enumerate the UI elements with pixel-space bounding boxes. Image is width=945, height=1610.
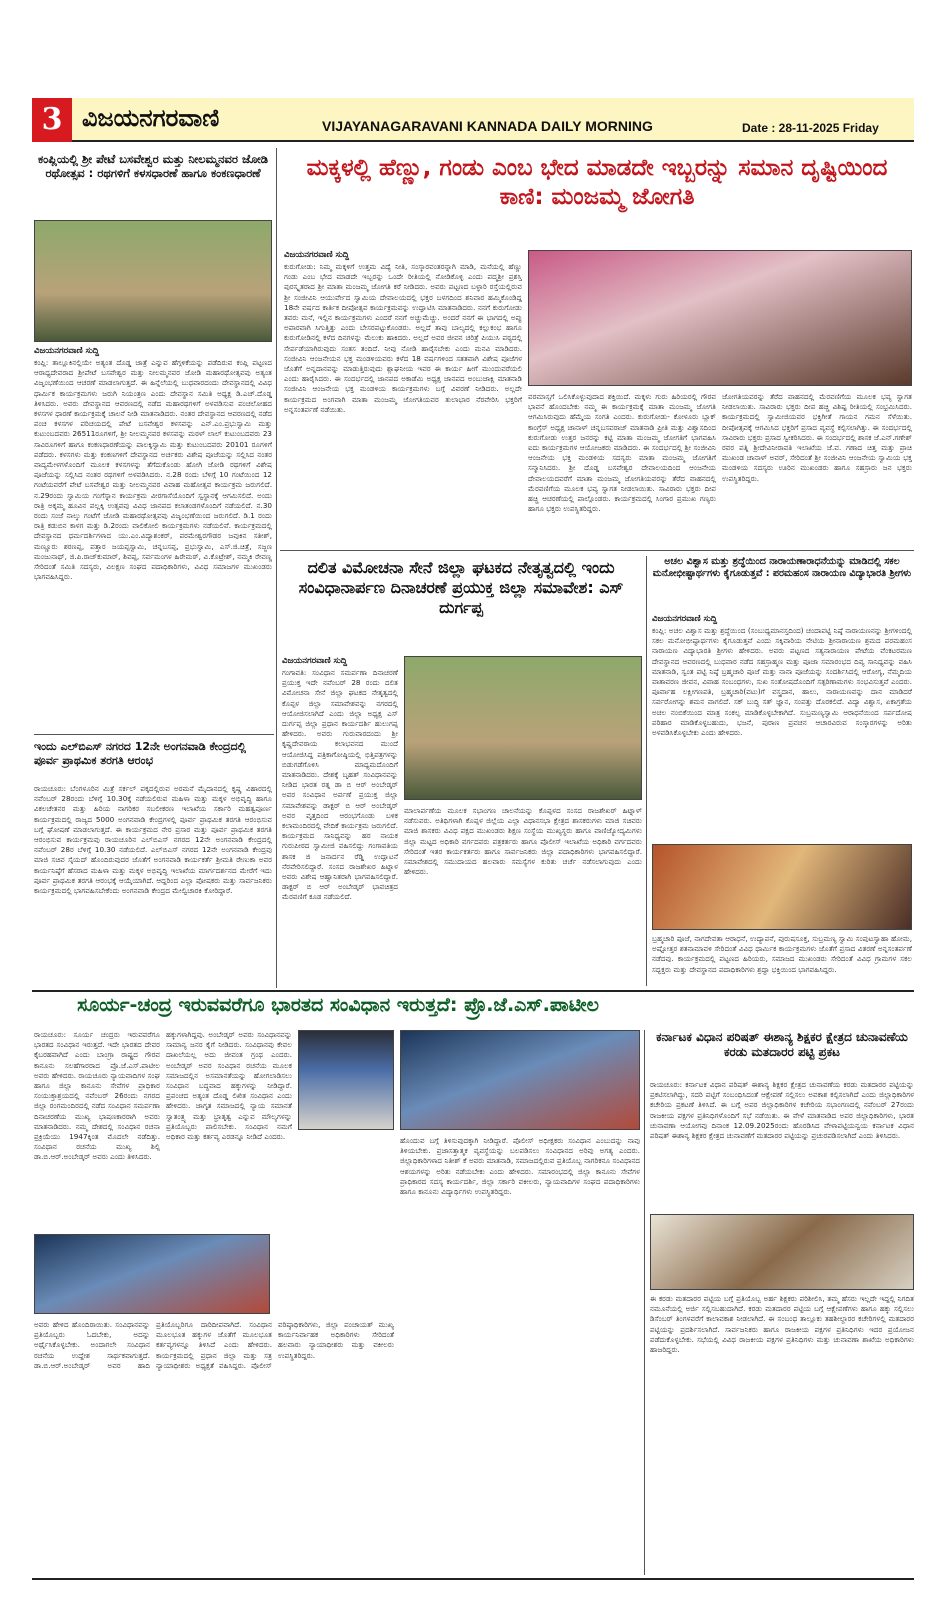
article-body: ಜೋಗತಿಯವರನ್ನು ತೆರೆದ ವಾಹನದಲ್ಲಿ ಮೆರವಣಿಗೆಯ ಮೂಲಕ ಭವ್ಯ ಸ್ವಾಗತ ನೀಡಲಾಯಿತು. ಸಾವಿರಾರು ಭಕ್ತರು ದೀಪ ಹಚ್ಚಿ ವಿಶಿಷ್ಟ ರೀತಿಯಲ್ಲಿ ಸಂಭ್ರಮಿಸಿದರು. ಕಾರ್ಯಕ್ರಮದಲ್ಲಿ ಸ್ವಾಮೀಜಿಯವರ ಭಕ್ತಿಗೀತೆ ಗಾಯನ ಗಮನ ಸೆಳೆಯಿತು. ದೀಪೋತ್ಸವಕ್ಕೆ ಆಗಮಿಸಿದ ಭಕ್ತರಿಗೆ ಪ್ರಸಾದ ವ್ಯವಸ್ಥೆ ಕಲ್ಪಿಸಲಾಗಿತ್ತು. ಈ ಸಂದರ್ಭದಲ್ಲಿ ಸಾವಿರಾರು ಭಕ್ತರು ಪ್ರಸಾದ ಸ್ವೀಕರಿಸಿದರು. ಈ ಸಂದರ್ಭದಲ್ಲಿ ಶಾಸಕ ಜೆ.ಎನ್.ಗಣೇಶ್ ರವರ ಪತ್ನಿ ಶ್ರೀದೇವಿನೀರಾವತಿ ಇಲಾಖೆಯ ಜೆ.ವ. ಗಣಾದ ಚಿತ್ತ ಮತ್ತು ಪ್ರಾಚಿ ಮುಖಂಡ ಚಾನಾಳ್ ಅವರ್, ಸೇರಿದಂತೆ ಶ್ರೀ ಸಂಜೀವಿನಿ ಆಂಜನೇಯ ಸ್ವಾಮಿಯ ಭಕ್ತ ಮಂಡಳಿಯ ಸದಸ್ಯರು ಊರಿನ ಮುಖಂಡರು ಹಾಗೂ ಸಹಸ್ರಾರು ಜನ ಭಕ್ತರು ಉಪಸ್ಥಿತರಿದ್ದರು. — [722, 392, 912, 483]
article-body: ಕುರುಗೋಡು: ನಿಮ್ಮ ಮಕ್ಕಳಿಗೆ ಉತ್ತಮ ವಿದ್ಯೆ ನೀತಿ, ಸಂಸ್ಕಾರವಂತರನ್ನಾಗಿ ಮಾಡಿ, ಮನೆಯಲ್ಲಿ ಹೆಣ್ಣು ಗಂಡು ಎಂಬ ಭೇದ ಮಾಡದೇ ಇಬ್ಬರನ್ನು ಒಂದೇ ರೀತಿಯಲ್ಲಿ ನೋಡಿಕೊಳ್ಳಿ ಎಂದು ಪದ್ಮಶ್ರೀ ಪ್ರಶಸ್ತಿ ಪುರಸ್ಕೃತರಾದ ಶ್ರೀ ಮಾತಾ ಮಂಜಮ್ಮ ಜೋಗತಿ ಕರೆ ನೀಡಿದರು. ಅವರು ಪಟ್ಟಣದ ಬಳ್ಳಾರಿ ರಸ್ತೆಯಲ್ಲಿರುವ ಶ್ರೀ ಸಂಜೀವಿನಿ ಆಯುರ್ವೇದ ಸ್ವಾಮಿಯ ದೇವಾಲಯದಲ್ಲಿ ಭಕ್ತರ ಬಳಗದಿಂದ ಶನಿವಾರ ಹಮ್ಮಿಕೊಂಡಿದ್ದ 18ನೇ ವರ್ಷದ ಕಾರ್ತಿಕ ದೀಪೋತ್ಸವ ಕಾರ್ಯಕ್ರಮವನ್ನು ಉದ್ಘಾಟಿಸಿ ಮಾತನಾಡಿದರು. ನನಗೆ ಕುರುಗೋಡು ತವರು ಮನೆ, ಇಲ್ಲಿನ ಕಾರ್ಯಕ್ರಮಗಳು ಎಂದರೆ ನನಗೆ ಅಚ್ಚುಮೆಚ್ಚು. ಅಂದರೆ ನನಗೆ ಈ ಭಾಗದಲ್ಲಿ ಅಪ್ಪು ಅಪಾರವಾಗಿ ಸಿಗುತ್ತಿತ್ತು ಎಂದು ಬೇಸರಪಟ್ಟುಕೊಂಡರು. ಅಲ್ಲದೆ ತಾವು ಬಾಲ್ಯದಲ್ಲಿ ಕಲ್ಲುಕಂಭ ಹಾಗೂ ಕುರುಗೋಡಿನಲ್ಲಿ ಕಳೆದ ದಿನಗಳನ್ನು ಮೆಲುಕು ಹಾಕಿದರು. ಅಲ್ಲದೆ ಅವರ ಜೀವನ ಚರಿತ್ರೆ ಪಿಯುಸಿ ಪಠ್ಯದಲ್ಲಿ ಸೇರ್ಪಡೆಯಾಗಿರುವುದು ಸಂತಸ ತಂದಿದೆ. ನೀವು ನೋಡಿ ಹಾರೈಸಬೇಕು ಎಂದು ಮನವಿ ಮಾಡಿದರು. ಸಂಜೀವಿನಿ ಆಂಜನೇಯನ ಭಕ್ತ ಮಂಡಳಿಯವರು ಕಳೆದ 18 ವರ್ಷಗಳಿಂದ ಸತತವಾಗಿ ವಿಶೇಷ ಪೂಜೆಗಳ ಜೊತೆಗೆ ಅನ್ನದಾನವನ್ನು ಮಾಡುತ್ತಿರುವುದು ಶ್ಲಾಘನೀಯ ಇವರ ಈ ಕಾರ್ಯ ಹೀಗೆ ಮುಂದುವರೆಯಲಿ ಎಂದು ಹಾರೈಸಿದರು. ಈ ಸಂದರ್ಭದಲ್ಲಿ ಜಾನಪದ ಅಕಾಡೆಮಿ ಅಧ್ಯಕ್ಷ ಜಾನಪದ ಅಂಬುಜಾಕ್ಷಿ ಮಾತನಾಡಿ ಸಂಜೀವಿನಿ ಆಂಜನೇಯ ಭಕ್ತ ಮಂಡಳಿಯ ಕಾರ್ಯಕ್ರಮಗಳು ಬಗ್ಗೆ ವಿವರಣೆ ನೀಡಿದರು. ಅಲ್ಲದೇ ಕಾರ್ಯಕ್ರಮದ ಅಂಗವಾಗಿ ಮಾತಾ ಮಂಜಮ್ಮ ಜೋಗತಿಯವರ ತುಲಾಭಾರ ನೆರವೇರಿಸಿ ಭಕ್ತರಿಗೆ ಅನ್ನಸಂತರ್ಪಣೆ ನಡೆಯಿತು. — [284, 262, 522, 414]
headline: ದಲಿತ ವಿಮೋಚನಾ ಸೇನೆ ಜಿಲ್ಲಾ ಘಟಕದ ನೇತೃತ್ವದಲ್ಲಿ ಇಂದು ಸಂವಿಧಾನಾರ್ಪಣ ದಿನಾಚರಣೆ ಪ್ರಯುಕ್ತ ಜಿಲ್ಲಾ ಸಮಾವೇಶ: ಎಸ್ ದುರ್ಗಪ್ಪ — [298, 558, 624, 617]
headline: ಅಚಲ ವಿಶ್ವಾಸ ಮತ್ತು ಶ್ರದ್ಧೆಯಿಂದ ನಾರಾಯಣಾರಾಧನೆಯನ್ನು ಮಾಡಿದಲ್ಲಿ ಸಕಲ ಮನೋಭೀಷ್ಟಾರ್ಥಗಳು ಕೈಗೂಡುತ್ತವೆ : ಪರಮಹಂಸ ನಾರಾಯಣ ವಿದ್ಯಾಭಾರತಿ ಶ್ರೀಗಳು — [652, 556, 912, 579]
page-number: 3 — [32, 98, 72, 142]
article-divider — [280, 550, 914, 551]
article-body: ರಾಯಚೂರು: ಕರ್ನಾಟಕ ವಿಧಾನ ಪರಿಷತ್ ಈಶಾನ್ಯ ಶಿಕ್ಷಕರ ಕ್ಷೇತ್ರದ ಚುನಾವಣೆಯ ಕರಡು ಮತದಾರರ ಪಟ್ಟಿಯನ್ನು ಪ್ರಕಟಿಸಲಾಗಿದ್ದು, ಸದರಿ ಪಟ್ಟಿಗೆ ಸಂಬಂಧಿಸಿದಂತೆ ಆಕ್ಷೇಪಣೆ ಸಲ್ಲಿಸಲು ಅವಕಾಶ ಕಲ್ಪಿಸಲಾಗಿದೆ ಎಂದು ಜಿಲ್ಲಾಧಿಕಾರಿಗಳ ಕಚೇರಿಯ ಪ್ರಕಟಣೆ ತಿಳಿಸಿದೆ. ಈ ಬಗ್ಗೆ ಅಪರ ಜಿಲ್ಲಾಧಿಕಾರಿಗಳ ಕಚೇರಿಯ ಸಭಾಂಗಣದಲ್ಲಿ ನವೆಂಬರ್ 27ರಂದು ರಾಜಕೀಯ ಪಕ್ಷಗಳ ಪ್ರತಿನಿಧಿಗಳೊಂದಿಗೆ ಸಭೆ ನಡೆಯಿತು. ಈ ವೇಳೆ ಮಾತನಾಡಿದ ಅಪರ ಜಿಲ್ಲಾಧಿಕಾರಿಗಳು, ಭಾರತ ಚುನಾವಣಾ ಆಯೋಗವು ದಿನಾಂಕ 12.09.2025ರಂದು ಹೊರಡಿಸಿದ ವೇಳಾಪಟ್ಟಿಯನ್ವಯ ಕರ್ನಾಟಕ ವಿಧಾನ ಪರಿಷತ್ ಈಶಾನ್ಯ ಶಿಕ್ಷಕರ ಕ್ಷೇತ್ರದ ಚುನಾವಣೆಗೆ ಮತದಾರರ ಪಟ್ಟಿಯನ್ನು ಪ್ರಚುರಪಡಿಸಲಾಗಿದೆ ಎಂದು ತಿಳಿಸಿದರು. — [650, 1080, 914, 1141]
headline: ಕರ್ನಾಟಕ ವಿಧಾನ ಪರಿಷತ್ ಈಶಾನ್ಯ ಶಿಕ್ಷಕರ ಕ್ಷೇತ್ರದ ಚುನಾವಣೆಯ ಕರಡು ಮತದಾರರ ಪಟ್ಟಿ ಪ್ರಕಟ — [656, 1030, 908, 1059]
masthead-title-english: VIJAYANAGARAVANI KANNADA DAILY MORNING — [322, 118, 653, 134]
column-rule — [646, 556, 647, 986]
byline: ವಿಜಯನಗರವಾಣಿ ಸುದ್ದಿ — [652, 614, 718, 624]
masthead-title-kannada: ವಿಜಯನಗರವಾಣಿ — [82, 104, 220, 132]
news-photo — [528, 250, 912, 386]
article-body: ಕಂಪ್ಲಿ: ಅಚಲ ವಿಶ್ವಾಸ ಮತ್ತು ಶ್ರದ್ಧೆಯಿಂದ (ಸಂಬುಧ್ಯಮಾನಸ್ತದಿಂದ) ಚಂದಾಪಟ್ಟಿ ನಿಷ್ಠೆ ನಾರಾಯಣನನ್ನು ಶ್ರೀಗಳಿಂದಲ್ಲಿ ಸಕಲ ಮನೋಭೀಷ್ಟಾರ್ಥಗಳು ಕೈಗೂಡುತ್ತವೆ ಎಂದು ಸಕ್ಕಿವಾರಿಯ ನೇಟಿಯ ಶ್ರೀನಾರಾಯಣ ಶ್ರಮದ ಪರಮಹಂಸ ನಾರಾಯಣ ವಿದ್ಯಾಭಾರತಿ ಶ್ರೀಗಳು ಹೇಳಿದರು. ಅವರು ಪಟ್ಟಣದ ಸತ್ಯನಾರಾಯಣ ಪೇಟೆಯ ವೆಂಕಟರಮಣ ದೇವಸ್ಥಾನದ ಆವರಣದಲ್ಲಿ ಬುಧವಾರ ನಡೆದ ಸಹಸ್ರಾಹ್ಮಣ ಮತ್ತು ಪೂಜಾ ಸಮಾರಂಭದ ದಿವ್ಯ ಸಾನಿಧ್ಯವನ್ನು ವಹಿಸಿ ಮಾತನಾಡಿ, ಸ್ವಂತ ಪಟ್ಟಿ ನಿಷ್ಠೆ ಬ್ರಹ್ಮಚಾರಿ ಪೂಜೆ ಮತ್ತು ನಾನಾ ಪೂಜೆಯನ್ನು ಸಂದರ್ಶಿಸಿದಲ್ಲಿ ಆರೋಗ್ಯ, ನೆಮ್ಮದಿಯ ವಾತಾವರಣ ಜೀವನ, ವಿವಾಹ ಸಂಬಂಧಗಳು, ಸುಖ ಸಂತೋಷದೊಂದಿಗೆ ಸತ್ಪರಿಣಾಮಗಳು ಸಂಭವಿಸುತ್ತವೆ ಎಂದರು. ಪೂರ್ವಾಹ ಲಕ್ಷೀಗಣಪತಿ, ಬ್ರಹ್ಮಚಾರಿ(ವಟು)ಗೆ ವಸ್ತ್ರದಾನ, ಹಾಲು, ನಾರಾಯಣವನ್ನು ದಾನ ಮಾಡಿದರೆ ಸರ್ವರೋಗನ್ನು ಶಮನ ವಾಗಲಿದೆ. ಸಕ್ ಬುದ್ಧಿ ಸತ್ ಜ್ಞಾನ, ಸಂಪತ್ತು ದೊರಕಲಿದೆ. ವಿದ್ಯಾ ವಿಶ್ವಾಸ, ಏಕಾಗ್ರತೆಯ ಅಚಲ ನಂಬಿಕೆಯಿಂದ ಮಾತ್ರ ಸಂಕಲ್ಪ ಮಾಡಿಕೊಳ್ಳಬೇಕಾಗಿದೆ. ಸುಬ್ರಮಣ್ಯಸ್ವಾಮಿ ಆರಾಧನೆಯಿಂದ ಸರ್ಪದೋಷ ಪರಿಹಾರ ಮಾಡಿಕೊಳ್ಳಬಹುದು, ಭಜನೆ, ಪುರಾಣ ಪ್ರವಚನ ಆಚಾರವಿರುವ ಸಂಸ್ಕಾರಗಳನ್ನು ಅರಿತು ಅಳವಡಿಸಿಕೊಳ್ಳಬೇಕು ಎಂದು ಹೇಳಿದರು. — [652, 626, 912, 738]
news-photo — [34, 1234, 270, 1314]
lead-headline: ಮಕ್ಕಳಲ್ಲಿ ಹೆಣ್ಣು, ಗಂಡು ಎಂಬ ಭೇದ ಮಾಡದೇ ಇಬ್ಬರನ್ನು ಸಮಾನ ದೃಷ್ಟಿಯಿಂದ ಕಾಣಿ: ಮಂಜಮ್ಮ ಜೋಗತಿ — [306, 155, 888, 210]
article-body: ರಾಯಚೂರು: ಬೆಂಗಳೂರಿನ ಮಿತ್ರೆ ಸರ್ಕಲ್ ಪಕ್ಕದಲ್ಲಿರುವ ಅರಮನೆ ಮೈದಾನದಲ್ಲಿ ಕೃಷ್ಣ ವಿಹಾರದಲ್ಲಿ ನವೆಂಬರ್ 28ರಂದು ಬೆಳಿಗ್ಗೆ 10.30ಕ್ಕೆ ನಡೆಯಲಿರುವ ಮಹಿಳಾ ಮತ್ತು ಮಕ್ಕಳ ಅಭಿವೃದ್ಧಿ ಹಾಗೂ ವಿಕಲಚೇತನರ ಮತ್ತು ಹಿರಿಯ ನಾಗರಿಕರ ಸಬಲೀಕರಣ ಇಲಾಖೆಯ ಸರ್ಕಾರಿ ಮಹತ್ವಪೂರ್ಣ ಕಾರ್ಯಕ್ರಮದಲ್ಲಿ ರಾಜ್ಯದ 5000 ಅಂಗನವಾಡಿ ಕೇಂದ್ರಗಳಲ್ಲಿ ಪೂರ್ವ ಪ್ರಾಥಮಿಕ ತರಗತಿ ಆರಂಭಿಸುವ ಬಗ್ಗೆ ಘೋಷಣೆ ಮಾಡಲಾಗುತ್ತದೆ. ಈ ಕಾರ್ಯಕ್ರಮದ ನೇರ ಪ್ರಸಾರ ಮತ್ತು ಪೂರ್ವ ಪ್ರಾಥಮಿಕ ತರಗತಿ ಆರಂಭಿಸುವ ಕಾರ್ಯಕ್ರಮವು ರಾಯಚೂರಿನ ಎಲ್‌ಬಿಎಸ್ ನಗರದ 12ನೇ ಅಂಗನವಾಡಿ ಕೇಂದ್ರದಲ್ಲಿ ನವೆಂಬರ್ 28ರ ಬೆಳಿಗ್ಗೆ 10.30 ನಡೆಯಲಿದೆ. ಎಲ್‌ಬಿಎಸ್ ನಗರದ 12ನೇ ಅಂಗನವಾಡಿ ಕೇಂದ್ರವು ಮಾಜಿ ಸಚಿವ ಸೈಯದ್ ಹೊಂದಿರುವುದರ ಜೊತೆಗೆ ಅಂಗನವಾಡಿ ಕಾರ್ಯಕರ್ತೆ ಶ್ರೀಮತಿ ರೇಣುಕಾ ಅವರ ಕಾರ್ಯನಿಷ್ಠೆಗೆ ಹೆಸರಾದ ಮಹಿಳಾ ಮತ್ತು ಮಕ್ಕಳ ಅಭಿವೃದ್ಧಿ ಇಲಾಖೆಯ ಮಾರ್ಗದರ್ಶನದ ಮೇರೆಗೆ ಇದು ಪೂರ್ವ ಪ್ರಾಥಮಿಕ ತರಗತಿ ಆರಂಭಕ್ಕೆ ಆಯ್ಕೆಯಾಗಿದೆ. ಆದ್ದರಿಂದ ಎಲ್ಲಾ ಪೋಷಕರು ಮತ್ತು ಸಾರ್ವಜನಿಕರು ಕಾರ್ಯಕ್ರಮದಲ್ಲಿ ಭಾಗವಹಿಸಬೇಕೆಂದು ಅಂಗನವಾಡಿ ಕೇಂದ್ರದ ಮೇಲ್ವಿಚಾರಕಿ ಕೋರಿದ್ದಾರೆ. — [34, 784, 272, 896]
column-rule — [644, 1030, 645, 1575]
article-body: ಬ್ರಹ್ಮಚಾರಿ ಪೂಜೆ, ನಾಗದೇವತಾ ಆರಾಧನೆ, ಉದ್ಯಾಪನೆ, ಪುರುಷಸೂಕ್ತ, ಸುಬ್ರಮಣ್ಯ ಸ್ವಾಮಿ ಸಂಪುಟಸ್ವಾಹಾ ಹೋಮ, ಅಷ್ಟೋತ್ತರ ಶತನಾಮಾವಳಿ ಸೇರಿದಂತೆ ವಿವಿಧ ಧಾರ್ಮಿಕ ಕಾರ್ಯಕ್ರಮಗಳು ಜೊತೆಗೆ ಪ್ರಸಾದ ವಿತರಣೆ ಅನ್ನಸಂತರ್ಪಣೆ ನಡೆದವು. ಕಾರ್ಯಕ್ರಮದಲ್ಲಿ ಪಟ್ಟಣದ ಹಿರಿಯರು, ಸಮಾಜದ ಮುಖಂಡರು ಸೇರಿದಂತೆ ವಿವಿಧ ಗ್ರಾಮಗಳ ಸಕಲ ಸದ್ಭಕ್ತರು ಮತ್ತು ದೇವಸ್ಥಾನದ ಪದಾಧಿಕಾರಿಗಳು ಶ್ರದ್ಧಾ ಭಕ್ತಿಯಿಂದ ಭಾಗವಹಿಸಿದ್ದರು. — [652, 934, 912, 974]
section-rule — [32, 990, 914, 992]
article-body: ಈ ಕರಡು ಮತದಾರರ ಪಟ್ಟಿಯ ಬಗ್ಗೆ ಪ್ರತಿಯೊಬ್ಬ ಅರ್ಹ ಶಿಕ್ಷಕರು ಪರಿಶೀಲಿಸಿ, ತಮ್ಮ ಹೆಸರು ಇಲ್ಲದೇ ಇದ್ದಲ್ಲಿ ನಿಗದಿತ ನಮೂನೆಯಲ್ಲಿ ಅರ್ಜಿ ಸಲ್ಲಿಸಬಹುದಾಗಿದೆ. ಕರಡು ಮತದಾರರ ಪಟ್ಟಿಯ ಬಗ್ಗೆ ಆಕ್ಷೇಪಣೆಗಳು ಹಾಗೂ ಹಕ್ಕು ಸಲ್ಲಿಸಲು ಡಿಸೆಂಬರ್ ತಿಂಗಳವರೆಗೆ ಕಾಲಾವಕಾಶ ನೀಡಲಾಗಿದೆ. ಈ ಸಂಬಂಧ ತಾಲ್ಲೂಕು ತಹಶೀಲ್ದಾರರ ಕಚೇರಿಗಳಲ್ಲಿ ಮತದಾರರ ಪಟ್ಟಿಯನ್ನು ಪ್ರದರ್ಶಿಸಲಾಗಿದೆ. ಸಾರ್ವಜನಿಕರು ಹಾಗೂ ರಾಜಕೀಯ ಪಕ್ಷಗಳ ಪ್ರತಿನಿಧಿಗಳು ಇದರ ಪ್ರಯೋಜನ ಪಡೆದುಕೊಳ್ಳಬೇಕು. ಸಭೆಯಲ್ಲಿ ವಿವಿಧ ರಾಜಕೀಯ ಪಕ್ಷಗಳ ಪ್ರತಿನಿಧಿಗಳು ಮತ್ತು ಚುನಾವಣಾ ಶಾಖೆಯ ಅಧಿಕಾರಿಗಳು ಹಾಜರಿದ್ದರು. — [650, 1294, 914, 1355]
headline: ಸೂರ್ಯ-ಚಂದ್ರ ಇರುವವರೆಗೂ ಭಾರತದ ಸಂವಿಧಾನ ಇರುತ್ತದೆ: ಪ್ರೊ.ಜೆ.ಎಸ್.ಪಾಟೀಲ — [77, 994, 599, 1016]
article-body: ಮಾಲಾರ್ಪಣೆಯ ಮೂಲಕ ಸಭಾಂಗಣ ಚಾಲನೆಯನ್ನು ಕೊಪ್ಪಳದ ಸಂಸದ ರಾಜಶೇಖರ್ ಹಿಟ್ನಾಳ್ ನಡೆಸುವರು. ಅತಿಥಿಗಳಾಗಿ ಕೊಪ್ಪಳ ಜಿಲ್ಲೆಯ ಎಲ್ಲಾ ವಿಧಾನಸಭಾ ಕ್ಷೇತ್ರದ ಶಾಸಕರುಗಳು ಮಾಜಿ ಸಚಿವರು ಮಾಜಿ ಶಾಸಕರು ವಿವಿಧ ಪಕ್ಷದ ಮುಖಂಡರು ಶಿಕ್ಷಣ ಸಂಸ್ಥೆಯ ಮುಖ್ಯಸ್ಥರು ಹಾಗೂ ವಾಣಿಜ್ಯೋದ್ಯಮಿಗಳು ಜಿಲ್ಲಾ ಮಟ್ಟದ ಅಧಿಕಾರಿ ವರ್ಗದವರು ಪತ್ರಕರ್ತರು ಹಾಗೂ ಪೊಲೀಸ್ ಇಲಾಖೆಯ ಅಧಿಕಾರಿ ವರ್ಗದವರು ಸೇರಿದಂತೆ ಇತರ ಕಾರ್ಯಕರ್ತರು ಹಾಗೂ ಸಾರ್ವಜನಿಕರು ಜಿಲ್ಲಾ ಪದಾಧಿಕಾರಿಗಳು ಭಾಗವಹಿಸಲಿದ್ದಾರೆ. ಸಮಾವೇಶದಲ್ಲಿ ಸಮುದಾಯದ ಹಲವಾರು ಸಮಸ್ಯೆಗಳ ಕುರಿತು ಚರ್ಚೆ ನಡೆಸಲಾಗುವುದು ಎಂದು ಹೇಳಿದರು. — [404, 806, 642, 877]
column-rule — [276, 148, 277, 988]
news-photo — [404, 656, 642, 800]
article-body: ರಾಯಚೂರು: ಸೂರ್ಯ ಚಂದ್ರರು ಇರುವವರೆಗೂ ಭಾರತದ ಸಂವಿಧಾನ ಇರುತ್ತದೆ. ಇದೇ ಭಾರತದ ದೇವರ ಕೈಬರಹವಾಗಿದೆ ಎಂದು ಬಾಂಗ್ರಾ ರಾಷ್ಟ್ರದ ಗೌರವ ಕಾನೂನು ಸಲಹೆಗಾರರಾದ ಪ್ರೊ.ಜೆ.ಎಸ್.ಪಾಟೀಲ ಅವರು ಹೇಳಿದರು. ರಾಯಚೂರು ನ್ಯಾಯವಾದಿಗಳ ಸಂಘ ಹಾಗೂ ಜಿಲ್ಲಾ ಕಾನೂನು ಸೇವೆಗಳ ಪ್ರಾಧಿಕಾರ ಸಂಯುಕ್ತಾಶ್ರಯದಲ್ಲಿ ನವೆಂಬರ್ 26ರಂದು ನಗರದ ಜಿಲ್ಲಾ ರಂಗಮಂದಿರದಲ್ಲಿ ನಡೆದ ಸಂವಿಧಾನ ಸಮರ್ಪಣಾ ದಿನಾಚರಣೆಯ ಮುಖ್ಯ ಭಾಷಣಕಾರರಾಗಿ ಅವರು ಮಾತನಾಡಿದರು. ನಮ್ಮ ದೇಶದಲ್ಲಿ ಸಂವಿಧಾನ ರಚನಾ ಪ್ರಕ್ರಿಯೆಯು 1947ಕ್ಕಿಂತ ಮೊದಲೇ ನಡೆದಿತ್ತು. ಸಂವಿಧಾನ ರಚನೆಯ ಮುಖ್ಯ ಶಿಲ್ಪಿ ಡಾ.ಬಿ.ಆರ್.ಅಂಬೇಡ್ಕರ್ ಅವರು ಎಂದು ತಿಳಿಸಿದರು. — [34, 1030, 160, 1162]
news-photo — [400, 1030, 640, 1130]
article-body: ಹೊಂದುವ ಬಗ್ಗೆ ತಿಳಿಸುವುದಕ್ಕಾಗಿ ನೀಡಿದ್ದಾರೆ. ಪೊಲೀಸ್ ಅಧೀಕ್ಷಕರು ಸಂವಿಧಾನ ಎಂಬುದನ್ನು ನಾವು ತಿಳಿಯಬೇಕು. ಪ್ರಜಾಸತ್ತಾತ್ಮಕ ವ್ಯವಸ್ಥೆಯನ್ನು ಬಲಪಡಿಸಲು ಸಂವಿಧಾನದ ಅರಿವು ಅಗತ್ಯ ಎಂದರು. ಜಿಲ್ಲಾಧಿಕಾರಿಗಳಾದ ನಿತೀಶ್ ಕೆ ಅವರು ಮಾತನಾಡಿ, ಸಮಾಜದಲ್ಲಿರುವ ಪ್ರತಿಯೊಬ್ಬ ನಾಗರಿಕನೂ ಸಂವಿಧಾನದ ಆಶಯಗಳನ್ನು ಅರಿತು ನಡೆಯಬೇಕು ಎಂದು ಹೇಳಿದರು. ಸಮಾರಂಭದಲ್ಲಿ ಜಿಲ್ಲಾ ಕಾನೂನು ಸೇವೆಗಳ ಪ್ರಾಧಿಕಾರದ ಸದಸ್ಯ ಕಾರ್ಯದರ್ಶಿ, ಜಿಲ್ಲಾ ಸರ್ಕಾರಿ ವಕೀಲರು, ನ್ಯಾಯವಾದಿಗಳ ಸಂಘದ ಪದಾಧಿಕಾರಿಗಳು ಹಾಗೂ ಕಾನೂನು ವಿದ್ಯಾರ್ಥಿಗಳು ಉಪಸ್ಥಿತರಿದ್ದರು. — [400, 1136, 640, 1197]
headline: ಕಂಪ್ಲಿಯಲ್ಲಿ ಶ್ರೀ ಪೇಟೆ ಬಸವೇಶ್ವರ ಮತ್ತು ನೀಲಮ್ಮನವರ ಜೋಡಿ ರಥೋತ್ಸವ : ರಥಗಳಿಗೆ ಕಳಸಧಾರಣೆ ಹಾಗೂ ಕಂಕಣಧಾರಣೆ — [37, 152, 269, 181]
byline: ವಿಜಯನಗರವಾಣಿ ಸುದ್ದಿ — [284, 250, 350, 260]
article-divider — [34, 734, 274, 735]
article-body: ಗಂಗಾವತಿ: ಸಂವಿಧಾನ ಸಮರ್ಪಣಾ ದಿನಾಚರಣೆ ಪ್ರಯುಕ್ತ ಇದೇ ನವೆಂಬರ್ 28 ರಂದು ದಲಿತ ವಿಮೋಚನಾ ಸೇನೆ ಜಿಲ್ಲಾ ಘಟಕದ ನೇತೃತ್ವದಲ್ಲಿ ಕೊಪ್ಪಳ ಜಿಲ್ಲಾ ಸಮಾವೇಶವನ್ನು ನಗರದಲ್ಲಿ ಆಯೋಜಿಸಲಾಗಿದೆ ಎಂದು ಜಿಲ್ಲಾ ಅಧ್ಯಕ್ಷ ಎಸ್ ದುರ್ಗಪ್ಪ ಜಿಲ್ಲಾ ಪ್ರಧಾನ ಕಾರ್ಯದರ್ಶಿ ಹುಲುಗಪ್ಪ ಹೇಳಿದರು. ಅವರು ಗುರುವಾರದಂದು ಶ್ರೀ ಕೃಷ್ಣದೇವರಾಯ ಕಲಾಭವನದ ಮುಂದೆ ಆಯೋಜಿಸಿದ್ದ ಪತ್ರಿಕಾಗೋಷ್ಠಿಯಲ್ಲಿ ಭಿತ್ತಿಪತ್ರಗಳನ್ನು ಬಿಡುಗಡೆಗೊಳಿಸಿ ಮಾಧ್ಯಮದೊಂದಿಗೆ ಮಾತನಾಡಿದರು. ದೇಶಕ್ಕೆ ಬೃಹತ್ ಸಂವಿಧಾನವನ್ನು ನೀಡಿದ ಭಾರತ ರತ್ನ ಡಾ ಬಿ ಆರ್ ಅಂಬೇಡ್ಕರ್ ಅವರ ಸಂವಿಧಾನ ಅರ್ಪಣೆ ಪ್ರಯುಕ್ತ ಜಿಲ್ಲಾ ಸಮಾವೇಶವನ್ನು ಡಾಕ್ಟರ್ ಬಿ ಆರ್ ಅಂಬೇಡ್ಕರ್ ಅವರ ವೃತ್ತದಿಂದ ಆರಂಭಗೊಂಡು ಬಳಿಕ ಕಲಾಮಂದಿರದಲ್ಲಿ ವೇದಿಕೆ ಕಾರ್ಯಕ್ರಮ ಜರುಗಲಿದೆ. ಕಾರ್ಯಕ್ರಮದ ಸಾನಿಧ್ಯವನ್ನು ಹರ ನಾಯಕ ಗುರುಪೀಠದ ಸ್ವಾಮೀಜಿ ವಹಿಸಲಿದ್ದು ಗಂಗಾವತಿಯ ಶಾಸಕ ಜಿ ಜನಾರ್ದನ ರೆಡ್ಡಿ ಉದ್ಘಾಟನೆ ನೆರವೇರಿಸಲಿದ್ದಾರೆ. ಸಂಸದ ರಾಜಶೇಖರ ಹಿಟ್ನಾಳ ಅವರು ವಿಶೇಷ ಆಹ್ವಾನಿತರಾಗಿ ಭಾಗವಹಿಸಲಿದ್ದಾರೆ. ಡಾಕ್ಟರ್ ಬಿ ಆರ್ ಅಂಬೇಡ್ಕರ್ ಭಾವಚಿತ್ರದ ಮೆರವಣಿಗೆ ಕೂಡ ನಡೆಯಲಿದೆ. — [282, 668, 398, 902]
news-photo — [652, 844, 912, 930]
headline: ಇಂದು ಎಲ್‌ಬಿಎಸ್ ನಗರದ 12ನೇ ಅಂಗನವಾಡಿ ಕೇಂದ್ರದಲ್ಲಿ ಪೂರ್ವ ಪ್ರಾಥಮಿಕ ತರಗತಿ ಆರಂಭ — [34, 740, 246, 767]
footer-rule — [32, 1578, 914, 1580]
news-photo — [34, 220, 272, 342]
byline: ವಿಜಯನಗರವಾಣಿ ಸುದ್ದಿ — [34, 346, 100, 356]
article-body: ಹಕ್ಕುಗಳಾಗಿದ್ದವು. ಅಂಬೇಡ್ಕರ್ ಅವರು ಸಂವಿಧಾನವನ್ನು ಸಾಮಾನ್ಯ ಜನರ ಕೈಗೆ ನೀಡಿದರು. ಸಂವಿಧಾನವು ಕೇವಲ ದಾಖಲೆಯಲ್ಲ ಅದು ಜೀವಂತ ಗ್ರಂಥ ಎಂದರು. ಅಂಬೇಡ್ಕರ್ ಅವರ ಸಂವಿಧಾನ ರಚನೆಯ ಮೂಲಕ ಸಮಾಜದಲ್ಲಿನ ಅಸಮಾನತೆಯನ್ನು ಹೋಗಲಾಡಿಸಲು ಸಂವಿಧಾನ ಬದ್ಧವಾದ ಹಕ್ಕುಗಳನ್ನು ನೀಡಿದ್ದಾರೆ. ಪ್ರಪಂಚದ ಅತ್ಯಂತ ದೊಡ್ಡ ಲಿಖಿತ ಸಂವಿಧಾನ ಎಂದು ಹೇಳಿದರು. ಜಾಗೃತ ಸಮಾಜದಲ್ಲಿ ನ್ಯಾಯ ಸಮಾನತೆ ಸ್ವಾತಂತ್ರ್ಯ ಮತ್ತು ಭ್ರಾತೃತ್ವ ಎನ್ನುವ ಮೌಲ್ಯಗಳನ್ನು ಪ್ರತಿಯೊಬ್ಬರು ಪಾಲಿಸಬೇಕು. ಸಂವಿಧಾನ ನಮಗೆ ಅಧಿಕಾರ ಮತ್ತು ಕರ್ತವ್ಯ ಎರಡನ್ನೂ ನೀಡಿದೆ ಎಂದರು. — [166, 1030, 292, 1142]
byline: ವಿಜಯನಗರವಾಣಿ ಸುದ್ದಿ — [282, 656, 348, 666]
article-body: ವರಮಾಸ್ಸಗೆ ಒಲಿಸಿಕೊಳ್ಳುವುದಾದ ಶಕ್ತಿಯಿದೆ. ಮಕ್ಕಳು ಗುರು ಹಿರಿಯರಲ್ಲಿ ಗೌರವ ಭಾವನೆ ಹೊಂದಬೇಕು ನಮ್ಮ ಈ ಕಾರ್ಯಕ್ರಮಕ್ಕೆ ಮಾತಾ ಮಂಜಮ್ಮ ಜೋಗತಿ ಆಗಮಿಸಿರುವುದು ಹೆಮ್ಮೆಯ ಸಂಗತಿ ಎಂದರು. ಕುರುಗೋಡು- ಕೋಳೂರು ಬ್ಲಾಕ್ ಕಾಂಗ್ರೆಸ್ ಅಧ್ಯಕ್ಷ ಚಾನಾಳ್ ಚನ್ನಬಸವರಾಜ್ ಮಾತನಾಡಿ ಪ್ರೀತಿ ಮತ್ತು ವಿಶ್ವಾಸದಿಂದ ಕುರುಗೋಡು ಉತ್ತರ ಜನರನ್ನು ಕಟ್ಟಿ ಮಾತಾ ಮಂಜಮ್ಮ ಜೋಗತಿಗೆ ಭಾಗವಹಿಸಿ ಐದು ಕಾರ್ಯಕ್ರಮಗಳ ಆಯೋಜಕರು ಮಾಡಿದರು. ಈ ಸಂದರ್ಭದಲ್ಲಿ ಶ್ರೀ ಸಂಜೀವಿನಿ ಆಂಜನೇಯ ಭಕ್ತ ಮಂಡಳಿಯ ಸದಸ್ಯರು ಮಾತಾ ಮಂಜಮ್ಮ ಜೋಗತಿಗೆ ಸನ್ಮಾನಿಸಿದರು. ಶ್ರೀ ದೊಡ್ಡ ಬಸವೇಶ್ವರ ದೇವಾಲಯದಿಂದ ಆಂಜನೇಯ ದೇವಾಲಯದವರೆಗೆ ಮಾತಾ ಮಂಜಮ್ಮ ಜೋಗತಿಯವರನ್ನು ತೆರೆದ ವಾಹನದಲ್ಲಿ ಮೆರವಣಿಗೆಯ ಮೂಲಕ ಭವ್ಯ ಸ್ವಾಗತ ನೀಡಲಾಯಿತು. ಸಾವಿರಾರು ಭಕ್ತರು ದೀಪ ಹಚ್ಚಿ ಆಚರಣೆಯಲ್ಲಿ ಪಾಲ್ಗೊಂಡರು. ಕಾರ್ಯಕ್ರಮದಲ್ಲಿ ಸಿಂಗಾರ ಪ್ರಮುಖ ಗಣ್ಯರು ಹಾಗೂ ಭಕ್ತರು ಉಪಸ್ಥಿತರಿದ್ದರು. — [528, 392, 716, 514]
news-photo — [298, 1030, 394, 1130]
news-photo — [650, 1214, 914, 1290]
article-body: ಅವರು ಹೇಳಿದ ಹೊಂದಿರಾಯಿತು. ಸಂವಿಧಾನವನ್ನು ಪ್ರತಿಯೊಬ್ಬರು ಓದಬೇಕು, ಅದನ್ನು ಅರ್ಥೈಸಿಕೊಳ್ಳಬೇಕು. ಅಂದಾಗಲೇ ಸಂವಿಧಾನ ರಚನೆಯ ಉದ್ದೇಶ ಸಾರ್ಥಕವಾಗುತ್ತದೆ. ಡಾ.ಬಿ.ಆರ್.ಅಂಬೇಡ್ಕರ್ ಅವರ ಹಾದಿ ಪ್ರತಿಯೊಬ್ಬರಿಗೂ ದಾರಿದೀಪವಾಗಿದೆ. ಸಂವಿಧಾನ ಮೂಲಭೂತ ಹಕ್ಕುಗಳ ಜೊತೆಗೆ ಮೂಲಭೂತ ಕರ್ತವ್ಯಗಳನ್ನೂ ತಿಳಿಸಿದೆ ಎಂದು ಹೇಳಿದರು. ಕಾರ್ಯಕ್ರಮದಲ್ಲಿ ಪ್ರಧಾನ ಜಿಲ್ಲಾ ಮತ್ತು ಸತ್ರ ನ್ಯಾಯಾಧೀಶರು ಅಧ್ಯಕ್ಷತೆ ವಹಿಸಿದ್ದರು. ಪೊಲೀಸ್ ವರಿಷ್ಠಾಧಿಕಾರಿಗಳು, ಜಿಲ್ಲಾ ಪಂಚಾಯತ್ ಮುಖ್ಯ ಕಾರ್ಯನಿರ್ವಾಹಕ ಅಧಿಕಾರಿಗಳು ಸೇರಿದಂತೆ ಹಲವಾರು ನ್ಯಾಯಾಧೀಶರು ಮತ್ತು ವಕೀಲರು ಉಪಸ್ಥಿತರಿದ್ದರು. — [34, 1320, 394, 1370]
masthead-date: Date : 28-11-2025 Friday — [742, 121, 879, 135]
article-body: ಕಂಪ್ಲಿ: ತಾಲ್ಲೂಕಿನಲ್ಲಿಯೇ ಅತ್ಯಂತ ದೊಡ್ಡ ಜಾತ್ರೆ ಎನ್ನುವ ಹೆಗ್ಗಳಿಕೆಯನ್ನು ಪಡೆದಿರುವ ಕಂಪ್ಲಿ ಪಟ್ಟಣದ ಆರಾಧ್ಯದೇವರಾದ ಶ್ರೀಪೇಟೆ ಬಸವೇಶ್ವರ ಮತ್ತು ನೀಲಮ್ಮನವರ ಜೋಡಿ ಮಹಾರಥೋತ್ಸವವು ಅತ್ಯಂತ ವಿಜೃಂಭಣೆಯಿಂದ ಆಚರಣೆ ಮಾಡಲಾಗುತ್ತದೆ. ಈ ಹಿನ್ನೆಲೆಯಲ್ಲಿ ಬುಧವಾರದಂದು ದೇವಸ್ಥಾನದಲ್ಲಿ ವಿವಿಧ ಧಾರ್ಮಿಕ ಕಾರ್ಯಕ್ರಮಗಳು ಜರುಗಿ ನಿಯಂತ್ರಣ ಎಂದು ದೇವಸ್ಥಾನ ಸಮಿತಿ ಅಧ್ಯಕ್ಷ ಡಿ.ಎಚ್.ದೊಡ್ಡ ತಿಳಿಸಿದರು. ಅವರು ದೇವಸ್ಥಾನದ ಆವರಣದಲ್ಲಿ ನಡೆದ ಮಹಾರಥಗಳಿಗೆ ಅಳವಡಿಸುವ ಪಂಚಲೋಹದ ಕಳಸಗಳ ಧಾರಣೆ ಕಾರ್ಯಕ್ರಮಕ್ಕೆ ಚಾಲನೆ ನೀಡಿ ಮಾತನಾಡಿದರು. ನಂತರ ದೇವಸ್ಥಾನದ ಆವರಣದಲ್ಲಿ ನಡೆದ ಪಂಚ ಕಳಸಗಳ ಪರಿಚಯದಲ್ಲಿ ಪೇಟೆ ಬಸವೇಶ್ವರ ಕಳಸವನ್ನು ಎನ್.ಎಂ.ಪ್ರಭುಸ್ವಾಮಿ ಮತ್ತು ಕುಟುಂಬದವರು 26511ರೂಗಳಿಗೆ, ಶ್ರೀ ನೀಲಮ್ಮನವರ ಕಳಸವನ್ನು ಮಠಳ್ ಲಾಲ್ ಕುಟುಂಬದವರು 23 ಸಾವಿರೂಗಳಿಗೆ ಹಾಗೂ ಕಂಕಣಧಾರಣೆಯನ್ನು ಪಾಲಕ್ಕಿಸ್ವಾಮಿ ಮತ್ತು ಕುಟುಂಬದವರು 20101 ರೂಗಳಿಗೆ ಪಡೆದರು. ಕಳಸಗಳು ಮತ್ತು ಕಂಕಣಗಳಿಗೆ ದೇವಸ್ಥಾನದ ಅರ್ಚಕರು ವಿಶೇಷ ಪೂಜೆಯನ್ನು ಸಲ್ಲಿಸಿದ ನಂತರ ವಾದ್ಯಮೇಳಗಳೊಂದಿಗೆ ಮೂಲಕ ಕಳಸಗಳನ್ನು ತೆಗೆದುಕೊಂಡು ಹೋಗಿ ಜೋಡಿ ರಥಗಳಿಗೆ ವಿಶೇಷ ಪೂಜೆಯನ್ನು ಸಲ್ಲಿಸಿದ ನಂತರ ರಥಗಳಿಗೆ ಅಳವಡಿಸಿದರು. ನ.28 ರಂದು ಬೆಳಿಗ್ಗೆ 10 ಗಂಟೆಯಿಂದ 12 ಗಂಟೆಯವರೆಗೆ ಪೇಟೆ ಬಸವೇಶ್ವರ ಮತ್ತು ನೀಲಮ್ಮನವರ ವಿವಾಹ ಮಹೋತ್ಸವ ಕಾರ್ಯಕ್ರಮ ಜರುಗಲಿದೆ. ನ.29ರಂದು ಸ್ವಾಮಿಯ ಗಂಗೆಸ್ನಾನ ಕಾರ್ಯಕ್ರಮ ವೀರಗಾಸೆಯೊಂದಿಗೆ ಸ್ವಸ್ಥಾನಕ್ಕೆ ಆಗಮಿಸಲಿದೆ. ಅಂದು ರಾತ್ರಿ ಅಕ್ಕಮ್ಮ ಹೂವಿನ ಪಲ್ಲಕ್ಕಿ ಉತ್ಸವವು ವಿವಿಧ ಜಾನಪದ ಕಲಾತಂಡಗಳೊಂದಿಗೆ ನಡೆಯಲಿದೆ. ನ.30 ರಂದು ಸಂಜೆ ನಾಲ್ಕು ಗಂಟೆಗೆ ಜೋಡಿ ಮಹಾರಥೋತ್ಸವವು ವಿಜೃಂಭಣೆಯಿಂದ ಜರುಗಲಿದೆ. ಡಿ.1 ರಂದು ರಾತ್ರಿ ಕಡುಬಿನ ಕಾಳಗ ಮತ್ತು ಡಿ.2ರಂದು ವಾಲಿಕೋಲಿ ಕಾರ್ಯಕ್ರಮಗಳು ನಡೆಯಲಿವೆ. ಕಾರ್ಯಕ್ರಮದಲ್ಲಿ ದೇವಸ್ಥಾನದ ಧರ್ಮದರ್ಶಿಗಳಾದ ಯು.ಎಂ.ವಿದ್ಯಾಶಂಕರ್, ಪರಮೇಶ್ವರಗೌಡರ ಜವುಕಿನ ಸತೀಶ್, ಮಣ್ಣೂರು ಶರಣಪ್ಪ, ಪತ್ತಾರ ಜಯಪ್ಪಸ್ವಾಮಿ, ಚನ್ನಬಸಪ್ಪ, ಪ್ರಭುಸ್ವಾಮಿ, ಎಸ್.ಜಿ.ಚಿತ್ರೆ, ಸಜ್ಜಣ ಮಂಜುನಾಥ್, ಜಿ.ಪಿ.ರಾಜ್‌ಕುಮಾರ್, ಶಿವಪ್ಪ, ಸರ್ವಮಂಗಳ ಹಿರೇಮಠ್, ವಿ.ಕೊಟ್ರೇಶ್, ನಮ್ಮಕಿ ರೇವಣ್ಣ ಸೇರಿದಂತೆ ಸಮಿತಿ ಸದಸ್ಯರು, ವಿಲಕ್ಷಣ ಸಂಘದ ಪದಾಧಿಕಾರಿಗಳು, ವಿವಿಧ ಸಮಾಜಗಳ ಮುಖಂಡರು ಭಾಗವಹಿಸಿದ್ದರು. — [34, 358, 272, 582]
